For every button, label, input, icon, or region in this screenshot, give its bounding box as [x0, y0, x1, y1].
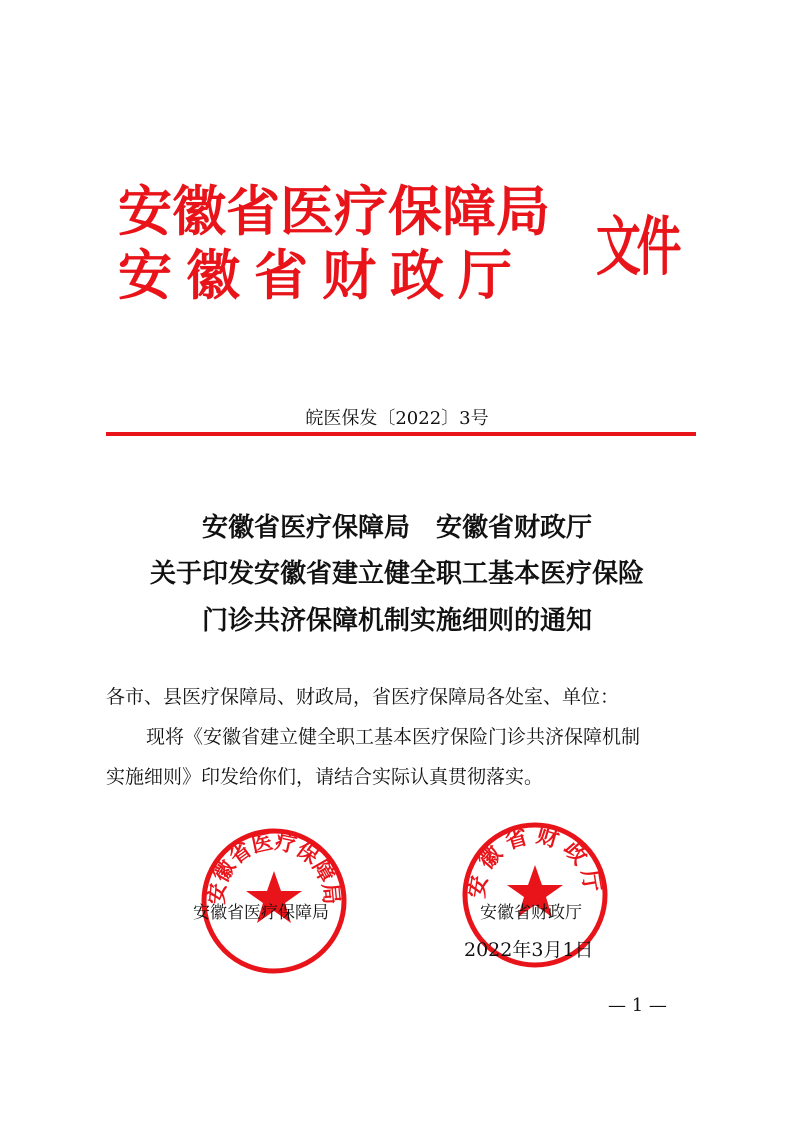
- title-line-1: 安徽省医疗保障局 安徽省财政厅: [201, 513, 592, 543]
- svg-text:安徽省医疗保障局: 安徽省医疗保障局: [204, 829, 344, 906]
- svg-text:安徽省财政厅: 安徽省财政厅: [464, 823, 606, 900]
- addressee: 各市、县医疗保障局、财政局，省医疗保障局各处室、单位：: [106, 686, 620, 708]
- signature-finance: 安徽省财政厅: [480, 903, 582, 923]
- masthead-agency-2: 安徽省财政厅: [118, 244, 526, 307]
- masthead-wenjian: 文件: [596, 211, 678, 285]
- signature-medical-security: 安徽省医疗保障局: [193, 903, 329, 923]
- page-number: — 1 —: [608, 995, 667, 1016]
- body-paragraph-line-2: 实施细则》印发给你们，请结合实际认真贯彻落实。: [106, 766, 544, 788]
- title-line-2: 关于印发安徽省建立健全职工基本医疗保险: [149, 559, 644, 589]
- red-divider: [106, 432, 696, 436]
- title-line-3: 门诊共济保障机制实施细则的通知: [201, 606, 592, 636]
- masthead-agency-1: 安徽省医疗保障局: [118, 180, 550, 243]
- issue-date: 2022年3月1日: [464, 939, 594, 961]
- body-paragraph-line-1: 现将《安徽省建立健全职工基本医疗保险门诊共济保障机制: [146, 726, 641, 748]
- document-number: 皖医保发〔2022〕3号: [305, 408, 489, 429]
